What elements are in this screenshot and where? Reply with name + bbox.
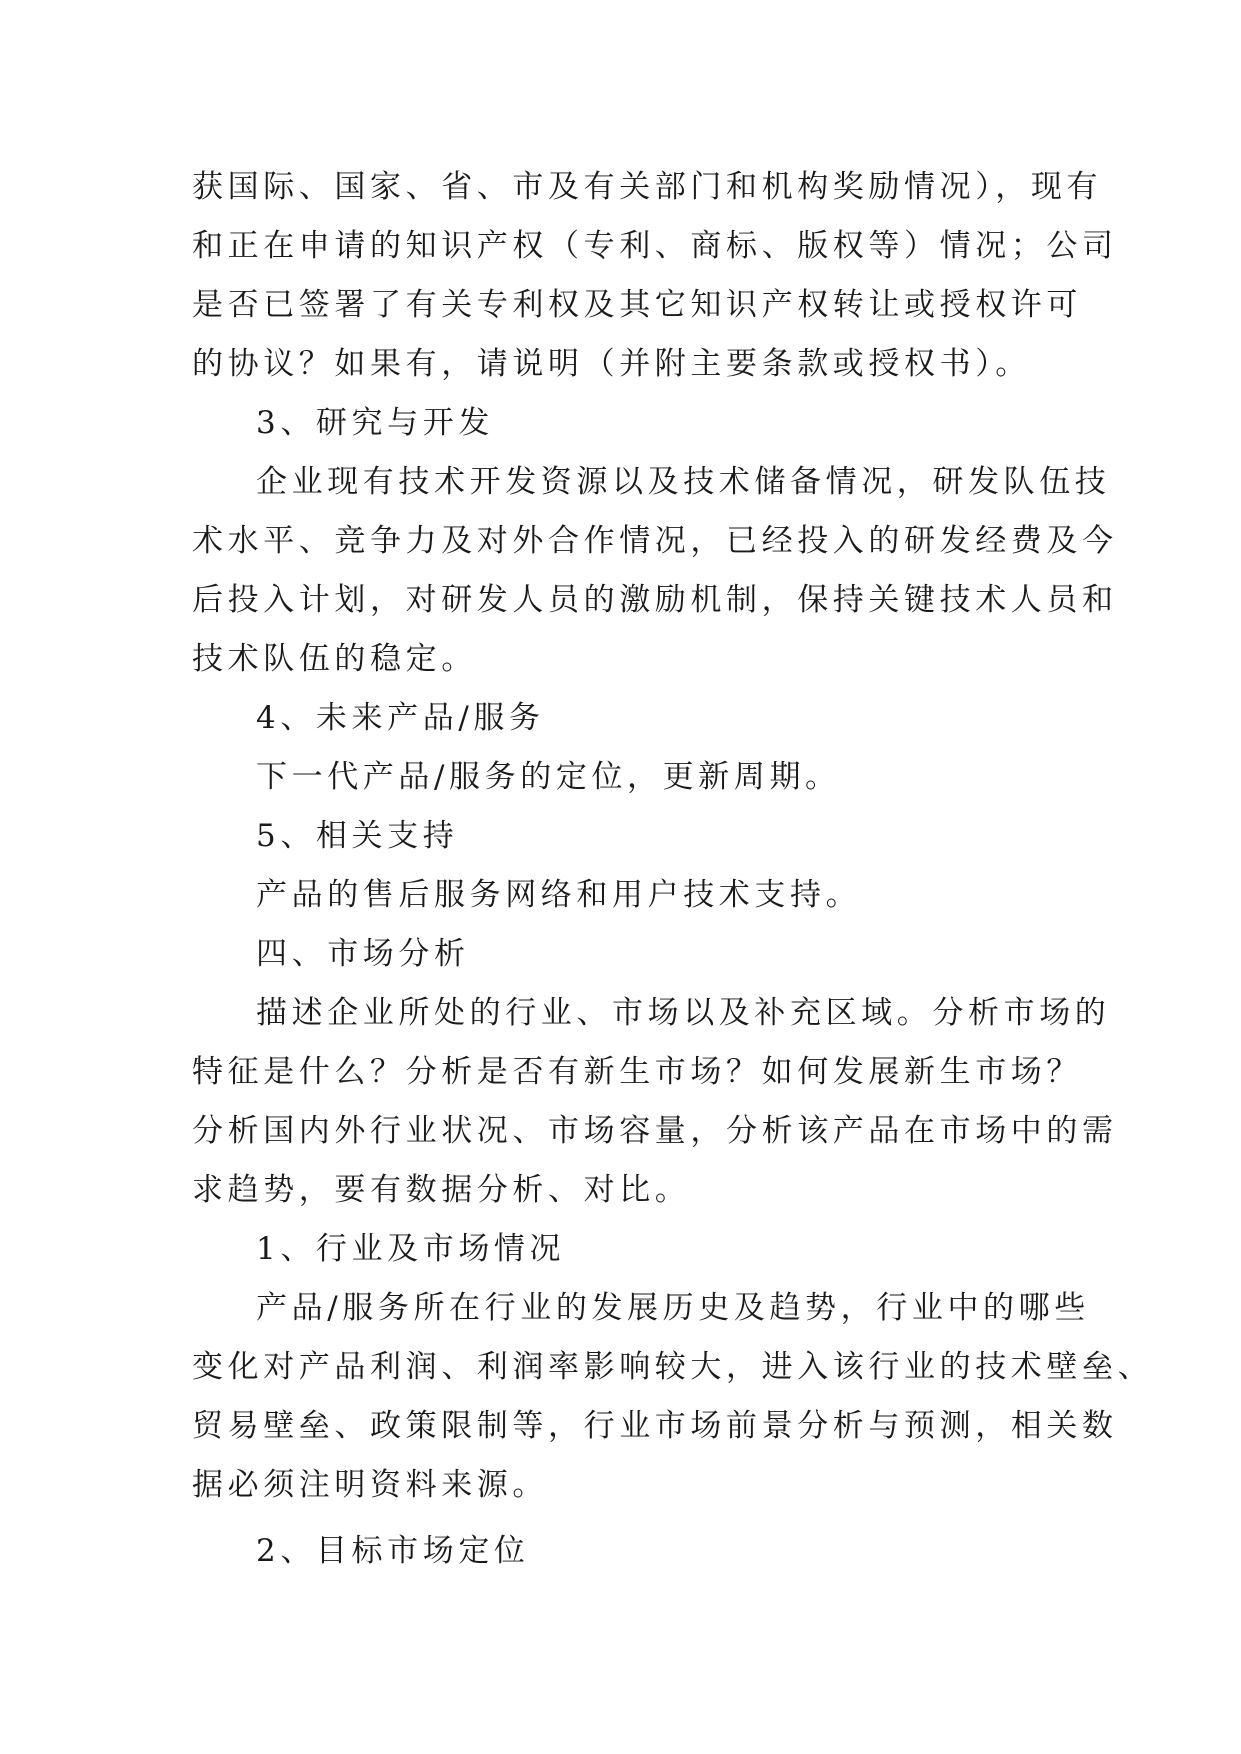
chapter-heading-market-analysis: 四、市场分析	[256, 936, 470, 972]
paragraph-line: 贸易壁垒、政策限制等，行业市场前景分析与预测，相关数	[192, 1408, 1118, 1444]
paragraph-line: 和正在申请的知识产权（专利、商标、版权等）情况；公司	[192, 228, 1118, 264]
paragraph-gap	[192, 1515, 1052, 1522]
document-body	[192, 158, 1154, 1581]
section-heading-research: 3、研究与开发	[256, 405, 494, 441]
section-heading-target-market: 2、目标市场定位	[256, 1533, 530, 1569]
paragraph-line: 特征是什么？分析是否有新生市场？如何发展新生市场？	[192, 1054, 1082, 1090]
paragraph-line: 分析国内外行业状况、市场容量，分析该产品在市场中的需	[192, 1113, 1118, 1149]
paragraph-line: 术水平、竞争力及对外合作情况，已经投入的研发经费及今	[192, 523, 1118, 559]
paragraph-line: 企业现有技术开发资源以及技术储备情况，研发队伍技	[256, 464, 1111, 500]
paragraph-line: 求趋势，要有数据分析、对比。	[192, 1172, 691, 1208]
paragraph-line: 变化对产品利润、利润率影响较大，进入该行业的技术壁垒、	[192, 1349, 1154, 1385]
paragraph-line: 获国际、国家、省、市及有关部门和机构奖励情况），现有	[192, 169, 1103, 205]
section-heading-support: 5、相关支持	[256, 818, 459, 854]
paragraph-line: 产品的售后服务网络和用户技术支持。	[256, 877, 862, 913]
paragraph-line: 后投入计划，对研发人员的激励机制，保持关键技术人员和	[192, 582, 1118, 618]
section-heading-industry: 1、行业及市场情况	[256, 1231, 566, 1267]
paragraph-line: 产品/服务所在行业的发展历史及趋势，行业中的哪些	[256, 1290, 1090, 1326]
paragraph-line: 据必须注明资料来源。	[192, 1467, 548, 1503]
paragraph-line: 的协议？如果有，请说明（并附主要条款或授权书）。	[192, 346, 1031, 382]
paragraph-line: 是否已签署了有关专利权及其它知识产权转让或授权许可	[192, 287, 1082, 323]
paragraph-line: 下一代产品/服务的定位，更新周期。	[256, 759, 841, 795]
paragraph-line: 技术队伍的稳定。	[192, 641, 477, 677]
paragraph-line: 描述企业所处的行业、市场以及补充区域。分析市场的	[256, 995, 1111, 1031]
section-heading-future-products: 4、未来产品/服务	[256, 700, 545, 736]
